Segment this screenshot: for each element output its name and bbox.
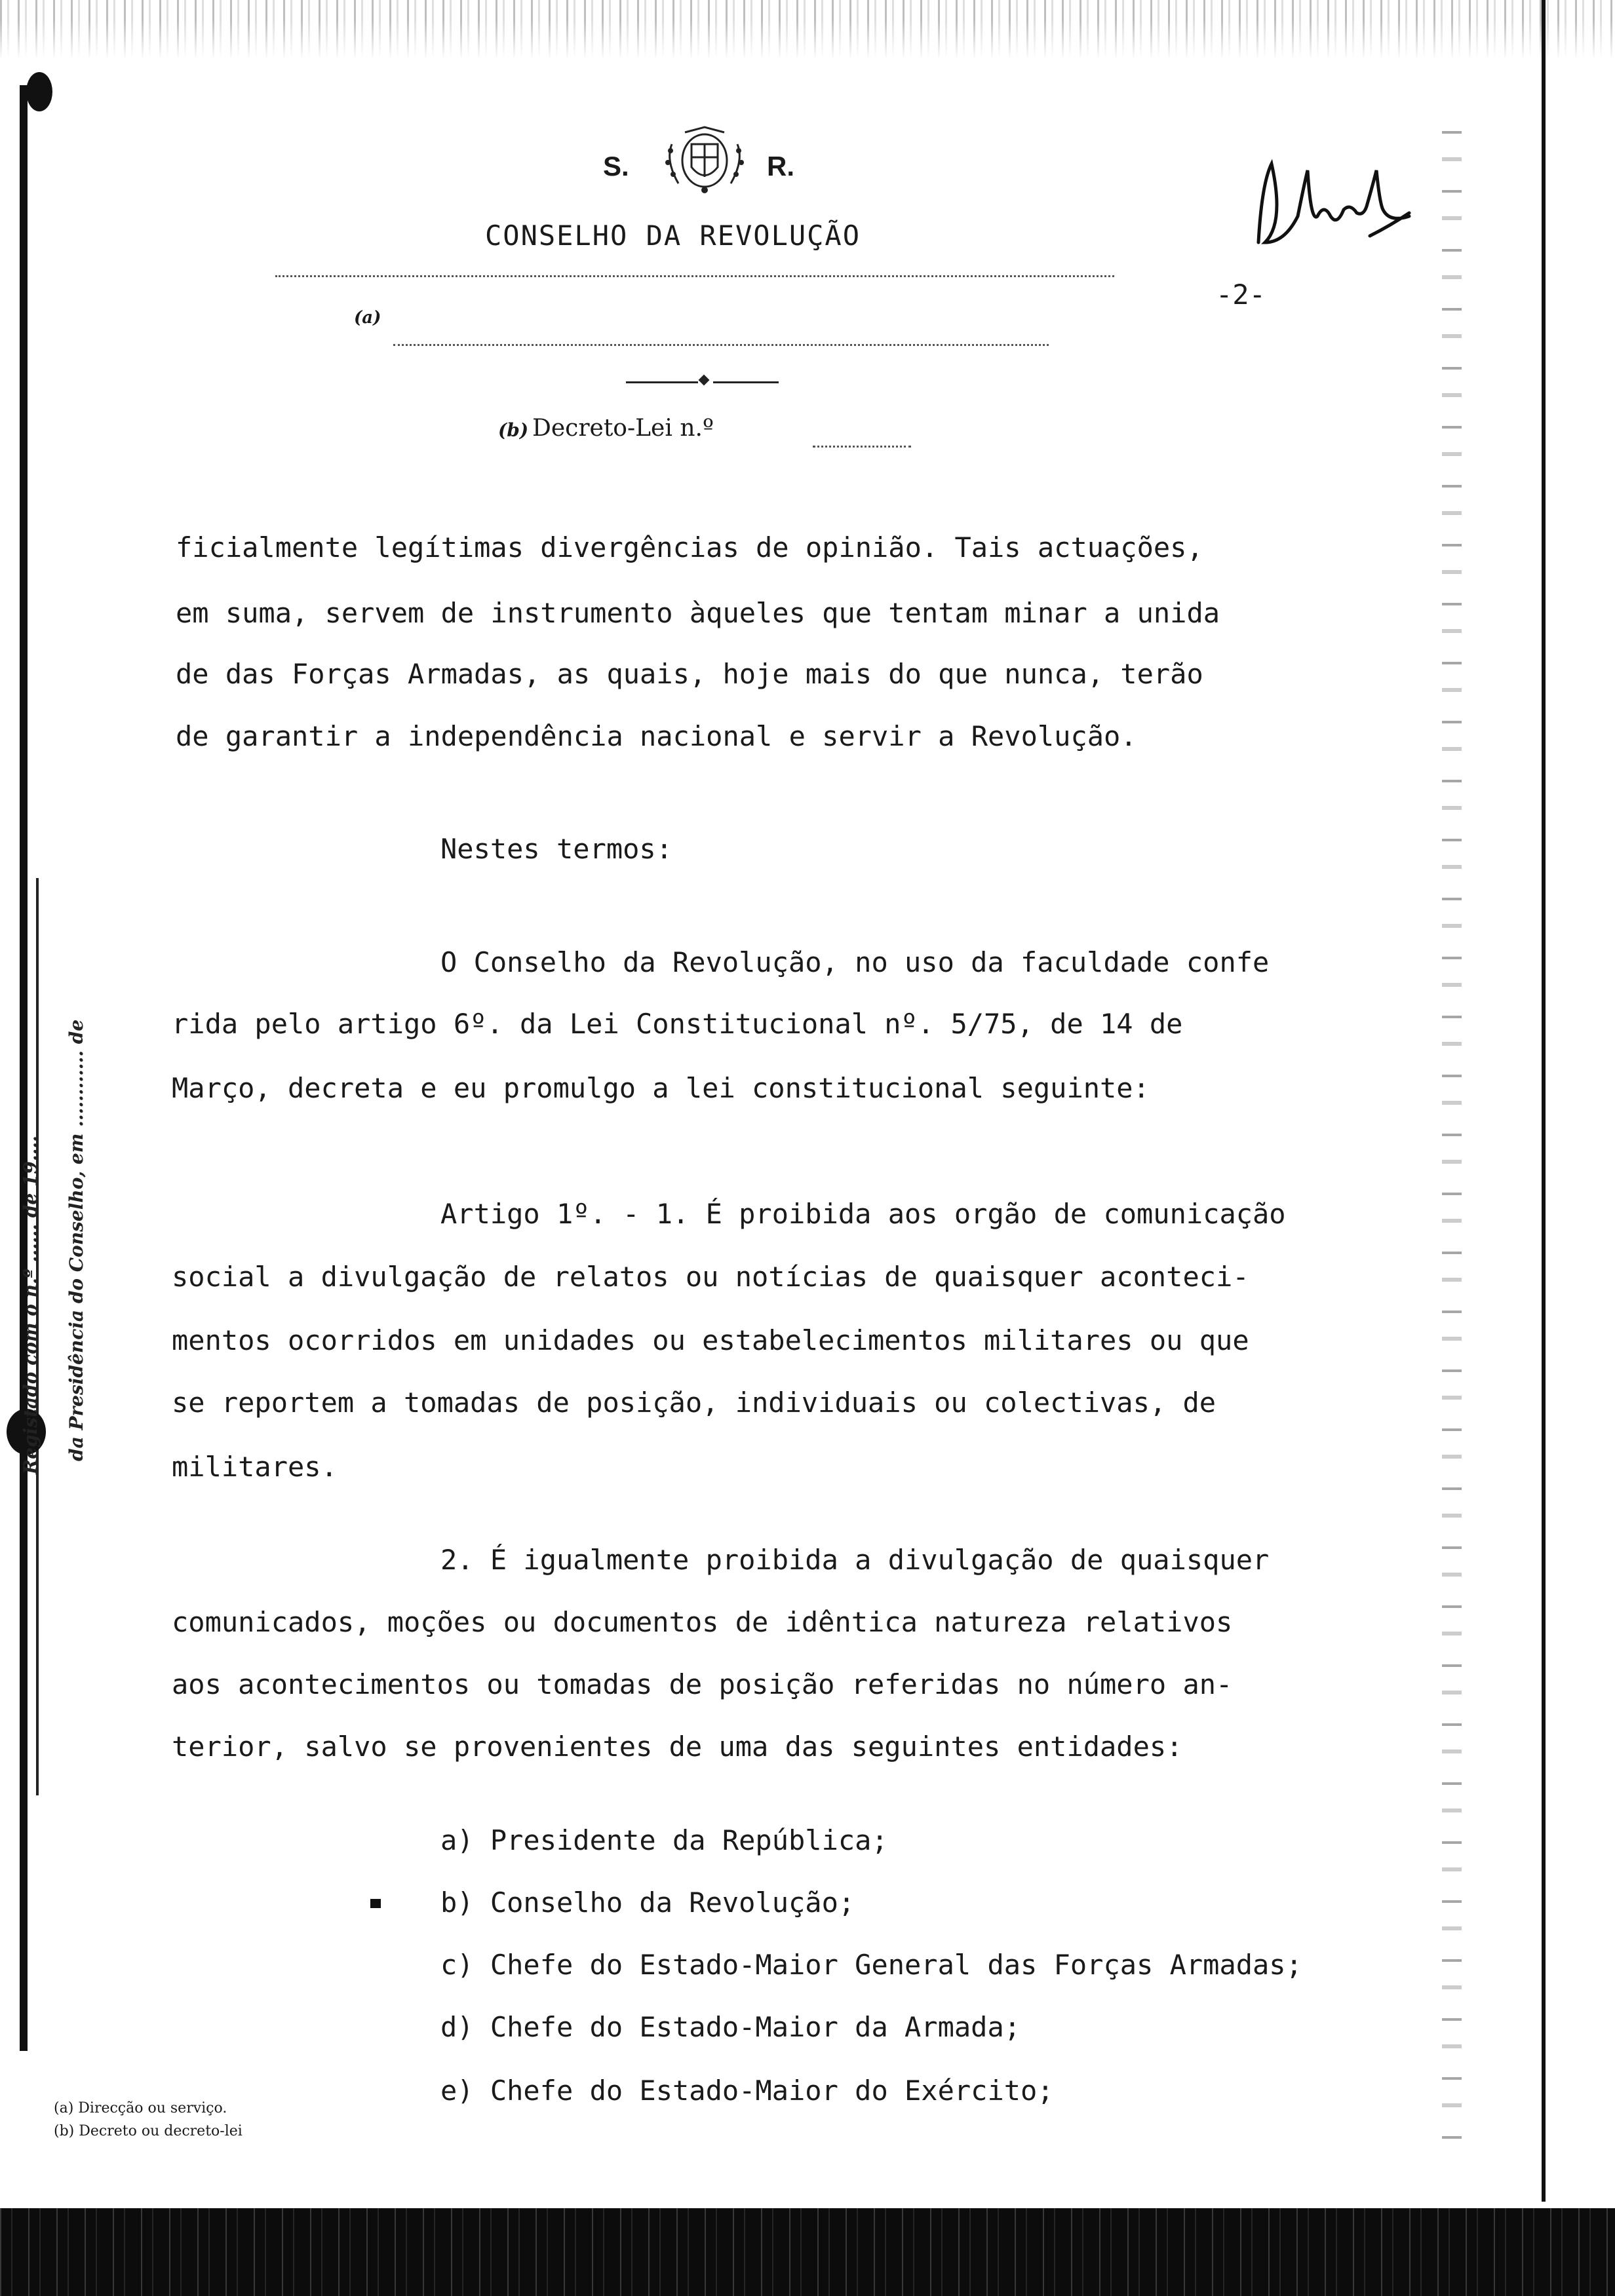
list-item: b) Conselho da Revolução;: [440, 1886, 855, 1919]
dotted-line: [393, 344, 1049, 346]
body-line: O Conselho da Revolução, no uso da faculdade confe: [440, 946, 1270, 978]
decree-label: Decreto-Lei n.º: [532, 415, 714, 442]
body-line: em suma, servem de instrumento àqueles que tentam minar a unida: [176, 597, 1220, 629]
list-item: c) Chefe do Estado-Maior General das Forças Armadas;: [440, 1949, 1302, 1981]
body-line: se reportem a tomadas de posição, individuais ou colectivas, de: [172, 1387, 1216, 1419]
label-a: (a): [354, 308, 381, 328]
body-line: mentos ocorridos em unidades ou estabelecimentos militares ou que: [172, 1324, 1249, 1356]
dotted-line: [275, 275, 1114, 277]
body-line: de das Forças Armadas, as quais, hoje mais do que nunca, terão: [176, 658, 1203, 690]
body-line: rida pelo artigo 6º. da Lei Constitucional nº. 5/75, de 14 de: [172, 1008, 1183, 1040]
letterhead: [577, 124, 891, 203]
body-line: ficialmente legítimas divergências de opinião. Tais actuações,: [176, 531, 1203, 564]
body-line: terior, salvo se provenientes de uma das seguintes entidades:: [172, 1731, 1183, 1763]
dotted-line: [813, 446, 911, 448]
list-item: a) Presidente da República;: [440, 1824, 888, 1856]
letterhead-s: S.: [603, 151, 629, 182]
body-line: comunicados, moções ou documentos de idêntica natureza relativos: [172, 1606, 1233, 1638]
margin-note-presidency: da Presidência do Conselho, em ............ de: [66, 1019, 87, 1461]
body-line: social a divulgação de relatos ou notícias de quaisquer aconteci-: [172, 1261, 1249, 1293]
ink-blot: [26, 72, 52, 111]
separator-line: [626, 381, 698, 383]
body-line: Artigo 1º. - 1. É proibida aos orgão de comunicação: [440, 1198, 1286, 1230]
list-item: d) Chefe do Estado-Maior da Armada;: [440, 2011, 1021, 2043]
body-line: aos acontecimentos ou tomadas de posição referidas no número an-: [172, 1668, 1233, 1700]
letterhead-r: R.: [767, 151, 794, 182]
council-name: CONSELHO DA REVOLUÇÃO: [485, 220, 861, 252]
label-b: (b): [498, 419, 529, 441]
body-line: 2. É igualmente proibida a divulgação de quaisquer: [440, 1544, 1270, 1576]
scan-band-bottom: [0, 2208, 1615, 2296]
body-line: Nestes termos:: [440, 833, 673, 865]
bullet-marker: [370, 1899, 381, 1908]
handwritten-signature: [1245, 144, 1416, 262]
footnote-b: (b) Decreto ou decreto-lei: [54, 2123, 243, 2139]
body-line: militares.: [172, 1451, 338, 1483]
body-line: Março, decreta e eu promulgo a lei constitucional seguinte:: [172, 1072, 1150, 1104]
separator-dot: [699, 375, 710, 386]
body-line: de garantir a independência nacional e servir a Revolução.: [176, 720, 1137, 752]
page-number: -2-: [1216, 278, 1266, 311]
margin-note-registered: Registado com o n.º ...... de 19....: [20, 1136, 41, 1474]
separator-line: [713, 381, 779, 383]
scan-noise-top: [0, 0, 1615, 59]
coat-of-arms-icon: [659, 124, 750, 197]
list-item: e) Chefe do Estado-Maior do Exército;: [440, 2075, 1054, 2107]
footnote-a: (a) Direcção ou serviço.: [54, 2100, 227, 2116]
scan-edge-left: [20, 85, 28, 2051]
scan-edge-right: [1542, 0, 1546, 2202]
scan-noise-right: [1442, 131, 1462, 2162]
